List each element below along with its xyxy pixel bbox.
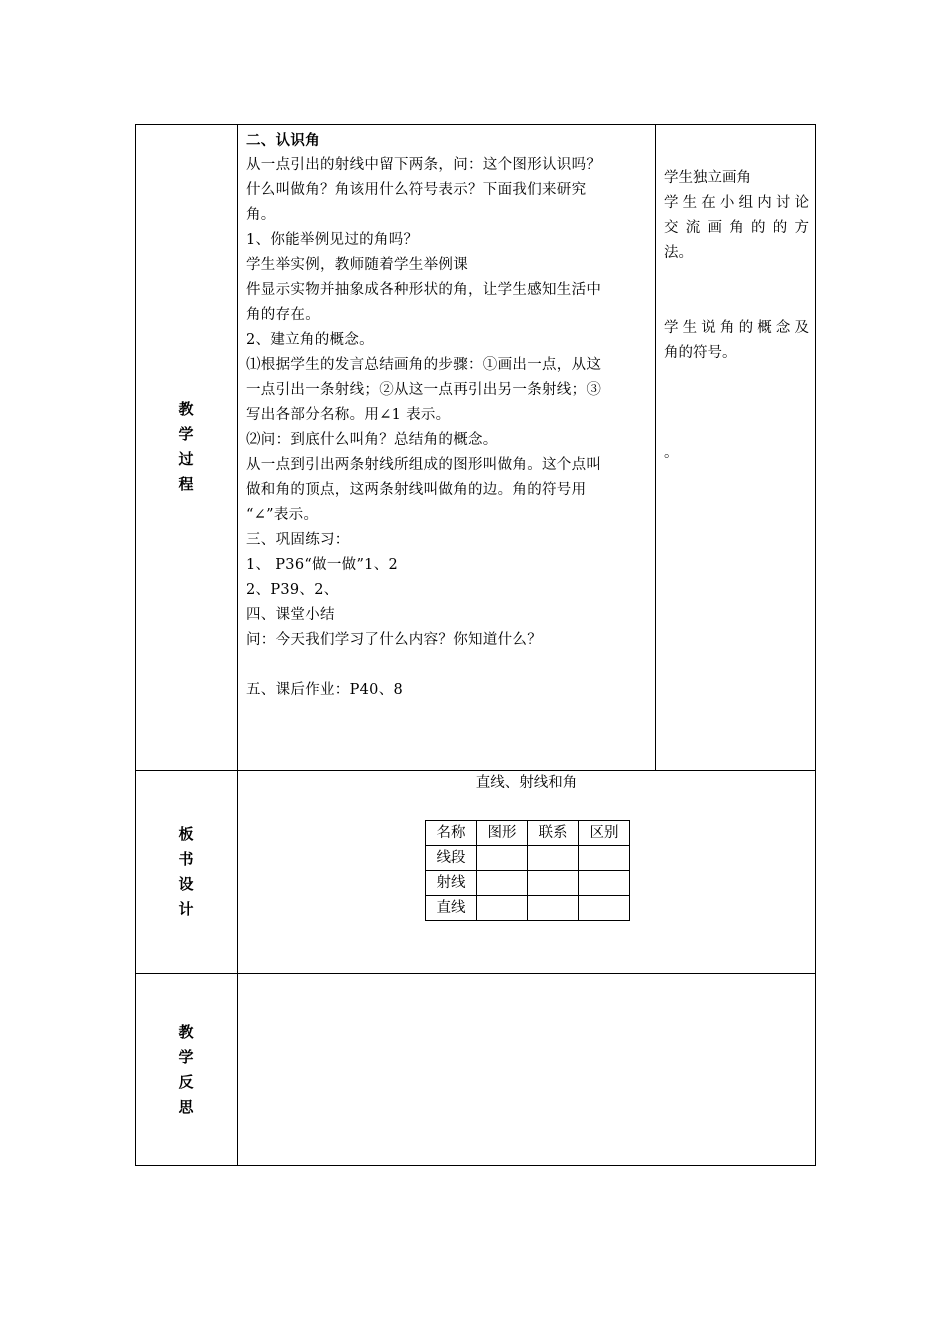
teaching-process-content — [246, 128, 650, 703]
blank-line — [664, 266, 809, 291]
empty-cell — [528, 846, 579, 871]
empty-cell — [579, 846, 630, 871]
process-line: 1、 P36“做一做”1、2 — [246, 557, 399, 573]
row-label-cell: 射线 — [426, 871, 477, 896]
row-divider-board — [135, 973, 816, 974]
student-line: 交流画角的的方 — [664, 220, 809, 236]
process-line: 2、P39、2、 — [246, 582, 339, 598]
process-line: 做和角的顶点，这两条射线叫做角的边。角的符号用 — [246, 482, 587, 498]
student-line: 学生独立画角 — [664, 170, 751, 186]
board-title: 直线、射线和角 — [475, 775, 578, 791]
label-char: 学 — [178, 425, 194, 443]
process-line: 2、建立角的概念。 — [246, 332, 374, 348]
label-char: 书 — [178, 850, 194, 868]
label-char: 计 — [178, 900, 194, 918]
empty-cell — [528, 871, 579, 896]
process-line: 写出各部分名称。用∠1 表示。 — [246, 407, 451, 423]
table-row — [426, 846, 630, 871]
section-label-board-design — [136, 822, 236, 922]
process-line: 学生举实例，教师随着学生举例课 — [246, 257, 468, 273]
process-line: 三、巩固练习： — [246, 532, 350, 548]
student-line: 。 — [664, 445, 679, 461]
header-cell: 图形 — [477, 821, 528, 846]
table-header-row — [426, 821, 630, 846]
label-char: 程 — [178, 475, 194, 493]
process-line: 从一点引出的射线中留下两条，问：这个图形认识吗？ — [246, 157, 602, 173]
process-line: ⑴根据学生的发言总结画角的步骤：①画出一点，从这 — [246, 357, 602, 373]
table-border-bottom — [135, 1165, 816, 1166]
process-line: 一点引出一条射线；②从这一点再引出另一条射线；③ — [246, 382, 602, 398]
empty-cell — [528, 896, 579, 921]
process-line: 角的存在。 — [246, 307, 320, 323]
student-line: 学生在小组内讨论 — [664, 195, 809, 211]
label-char: 过 — [178, 450, 194, 468]
blank-line — [664, 366, 809, 391]
row-label-cell: 线段 — [426, 846, 477, 871]
process-heading: 二、认识角 — [246, 132, 320, 149]
table-row — [426, 871, 630, 896]
label-char: 思 — [178, 1098, 194, 1116]
blank-line — [246, 653, 650, 678]
blank-line — [664, 391, 809, 416]
section-label-teaching-reflection — [136, 1020, 236, 1120]
label-char: 学 — [178, 1048, 194, 1066]
label-char: 教 — [178, 1023, 194, 1041]
empty-cell — [477, 846, 528, 871]
student-line: 角的符号。 — [664, 345, 737, 361]
label-column-divider — [237, 124, 238, 1166]
blank-line — [664, 291, 809, 316]
label-char: 设 — [178, 875, 194, 893]
process-line: “∠”表示。 — [246, 507, 319, 523]
blank-line — [664, 416, 809, 441]
header-cell: 联系 — [528, 821, 579, 846]
label-char: 板 — [178, 825, 194, 843]
table-border-left — [135, 124, 136, 1166]
label-char: 教 — [178, 400, 194, 418]
label-char: 反 — [178, 1073, 194, 1091]
process-line: 从一点到引出两条射线所组成的图形叫做角。这个点叫 — [246, 457, 602, 473]
process-line: 角。 — [246, 207, 276, 223]
empty-cell — [477, 871, 528, 896]
homework-line: 五、课后作业：P40、8 — [246, 682, 404, 698]
empty-cell — [477, 896, 528, 921]
table-border-right — [815, 124, 816, 1166]
table-border-top — [135, 124, 816, 125]
header-cell: 名称 — [426, 821, 477, 846]
process-line: 问：今天我们学习了什么内容？你知道什么？ — [246, 632, 542, 648]
header-cell: 区别 — [579, 821, 630, 846]
process-line: ⑵问：到底什么叫角？总结角的概念。 — [246, 432, 498, 448]
process-line: 四、课堂小结 — [246, 607, 335, 623]
empty-cell — [579, 896, 630, 921]
student-line: 法。 — [664, 245, 693, 261]
process-line: 什么叫做角？角该用什么符号表示？下面我们来研究 — [246, 182, 587, 198]
row-label-cell: 直线 — [426, 896, 477, 921]
empty-cell — [579, 871, 630, 896]
table-row — [426, 896, 630, 921]
board-comparison-table — [425, 820, 630, 921]
process-line: 1、你能举例见过的角吗？ — [246, 232, 419, 248]
section-label-teaching-process — [136, 397, 236, 497]
student-line: 学生说角的概念及 — [664, 320, 809, 336]
student-activity-content — [664, 166, 809, 466]
student-column-divider — [655, 124, 656, 771]
process-line: 件显示实物并抽象成各种形状的角，让学生感知生活中 — [246, 282, 602, 298]
